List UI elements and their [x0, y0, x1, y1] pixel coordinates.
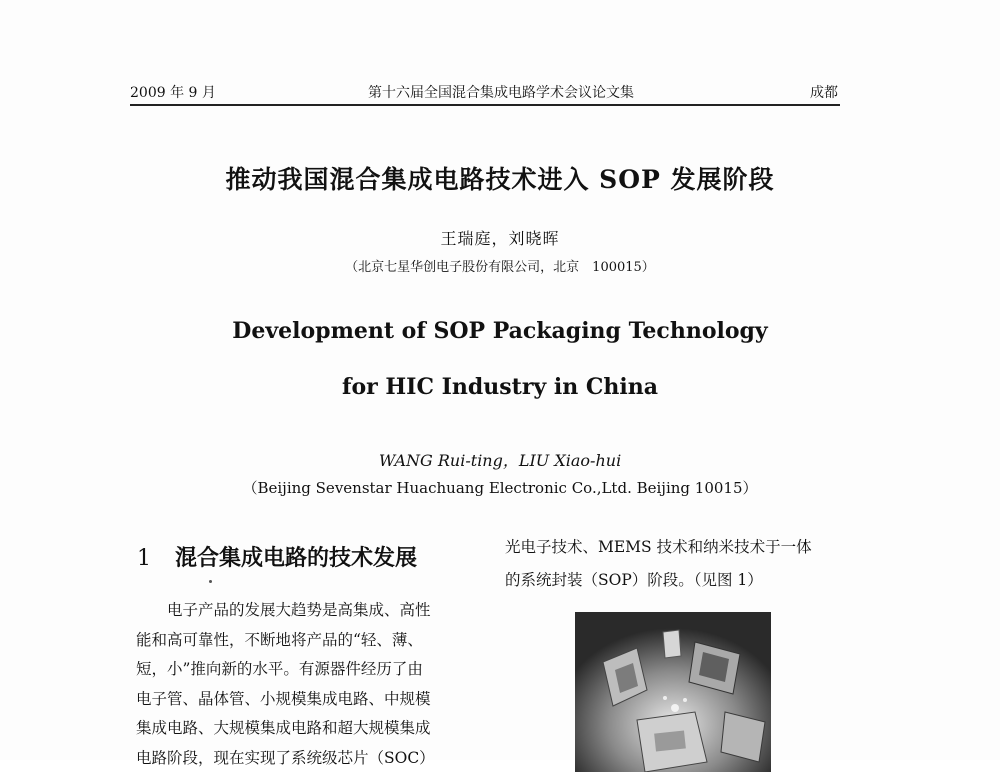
body-line: 光电子技术、MEMS 技术和纳米技术于一体: [505, 531, 841, 564]
affiliation-english: （Beijing Sevenstar Huachuang Electronic Co.,Ltd. Beijing 10015）: [0, 477, 1000, 498]
body-line: 集成电路、大规模集成电路和超大规模集成: [136, 714, 470, 744]
body-line: 能和高可靠性，不断地将产品的“轻、薄、: [136, 626, 470, 656]
header-city: 成都: [810, 82, 838, 102]
section-heading: [137, 541, 417, 572]
figure-illustration: [575, 612, 771, 772]
title-english-line2: for HIC Industry in China: [0, 374, 1000, 400]
section-title: 混合集成电路的技术发展: [175, 546, 417, 571]
body-line: 电子管、晶体管、小规模集成电路、中规模: [136, 685, 470, 715]
header-proceedings: 第十六届全国混合集成电路学术会议论文集: [368, 82, 634, 102]
title-chinese: 推动我国混合集成电路技术进入 SOP 发展阶段: [0, 160, 1000, 196]
affiliation-chinese: （北京七星华创电子股份有限公司，北京 100015）: [0, 256, 1000, 275]
body-line: 电路阶段，现在实现了系统级芯片（SOC）: [136, 744, 470, 773]
running-header: [130, 80, 840, 106]
header-date: 2009 年 9 月: [130, 82, 216, 102]
body-line: 短，小”推向新的水平。有源器件经历了由: [136, 655, 470, 685]
body-line: 电子产品的发展大趋势是高集成、高性: [136, 596, 470, 626]
left-column-text: [136, 596, 470, 773]
section-number: 1: [137, 546, 175, 571]
title-english-line1: Development of SOP Packaging Technology: [0, 318, 1000, 344]
body-line: 的系统封装（SOP）阶段。（见图 1）: [505, 564, 841, 597]
figure-1-image: [575, 612, 771, 772]
authors-chinese: 王瑞庭，刘晓晖: [0, 226, 1000, 249]
right-column-text: [505, 531, 841, 597]
scan-mark: [209, 580, 212, 583]
authors-english: WANG Rui-ting，LIU Xiao-hui: [0, 448, 1000, 471]
